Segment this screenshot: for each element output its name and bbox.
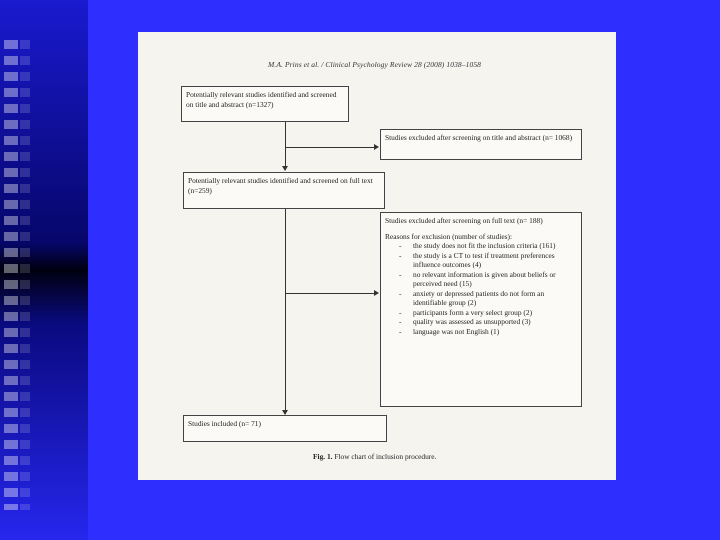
arrow-to-excluded-1 xyxy=(374,144,379,150)
connector-to-excluded-2 xyxy=(285,293,374,294)
reason-item: - language was not English (1) xyxy=(385,327,577,337)
caption-label: Fig. 1. xyxy=(313,452,333,461)
reason-item: - quality was assessed as unsupported (3) xyxy=(385,317,577,327)
identified-studies-box xyxy=(181,86,349,122)
excluded-title-abstract-box xyxy=(380,129,582,160)
arrow-to-fulltext-box xyxy=(282,166,288,171)
reason-item: - participants form a very select group (2) xyxy=(385,308,577,318)
excluded-full-text-title: Studies excluded after screening on full text (n= 188) xyxy=(385,216,543,225)
connector-main-2 xyxy=(285,209,286,414)
connector-main-1 xyxy=(285,122,286,170)
reasons-list xyxy=(385,241,577,336)
excluded-title-abstract-text: Studies excluded after screening on title and abstract (n= 1068) xyxy=(385,133,573,142)
connector-to-excluded-1 xyxy=(285,147,374,148)
excluded-full-text-box xyxy=(380,212,582,407)
decorative-squares-inner xyxy=(20,40,30,510)
reasons-heading: Reasons for exclusion (number of studies): xyxy=(385,231,513,241)
fulltext-screening-box xyxy=(183,172,385,209)
included-studies-text: Studies included (n= 71) xyxy=(188,419,261,428)
reason-item: - the study is a CT to test if treatment preferences influence outcomes (4) xyxy=(385,251,577,270)
flowchart-figure xyxy=(138,32,616,480)
caption-text: Flow chart of inclusion procedure. xyxy=(332,452,437,461)
reason-item: - anxiety or depressed patients do not form an identifiable group (2) xyxy=(385,289,577,308)
figure-caption xyxy=(313,452,513,461)
fulltext-screening-text: Potentially relevant studies identified and screened on full text (n=259) xyxy=(188,176,373,195)
arrow-to-excluded-2 xyxy=(374,290,379,296)
reason-item: - no relevant information is given about beliefs or perceived need (15) xyxy=(385,270,577,289)
decorative-squares xyxy=(4,40,18,510)
slide-sidebar-band xyxy=(0,0,88,540)
identified-studies-text: Potentially relevant studies identified and screened on title and abstract (n=1327) xyxy=(186,90,337,109)
reason-item: - the study does not fit the inclusion criteria (161) xyxy=(385,241,577,251)
journal-header: M.A. Prins et al. / Clinical Psychology Review 28 (2008) 1038–1058 xyxy=(268,60,482,69)
included-studies-box xyxy=(183,415,387,442)
